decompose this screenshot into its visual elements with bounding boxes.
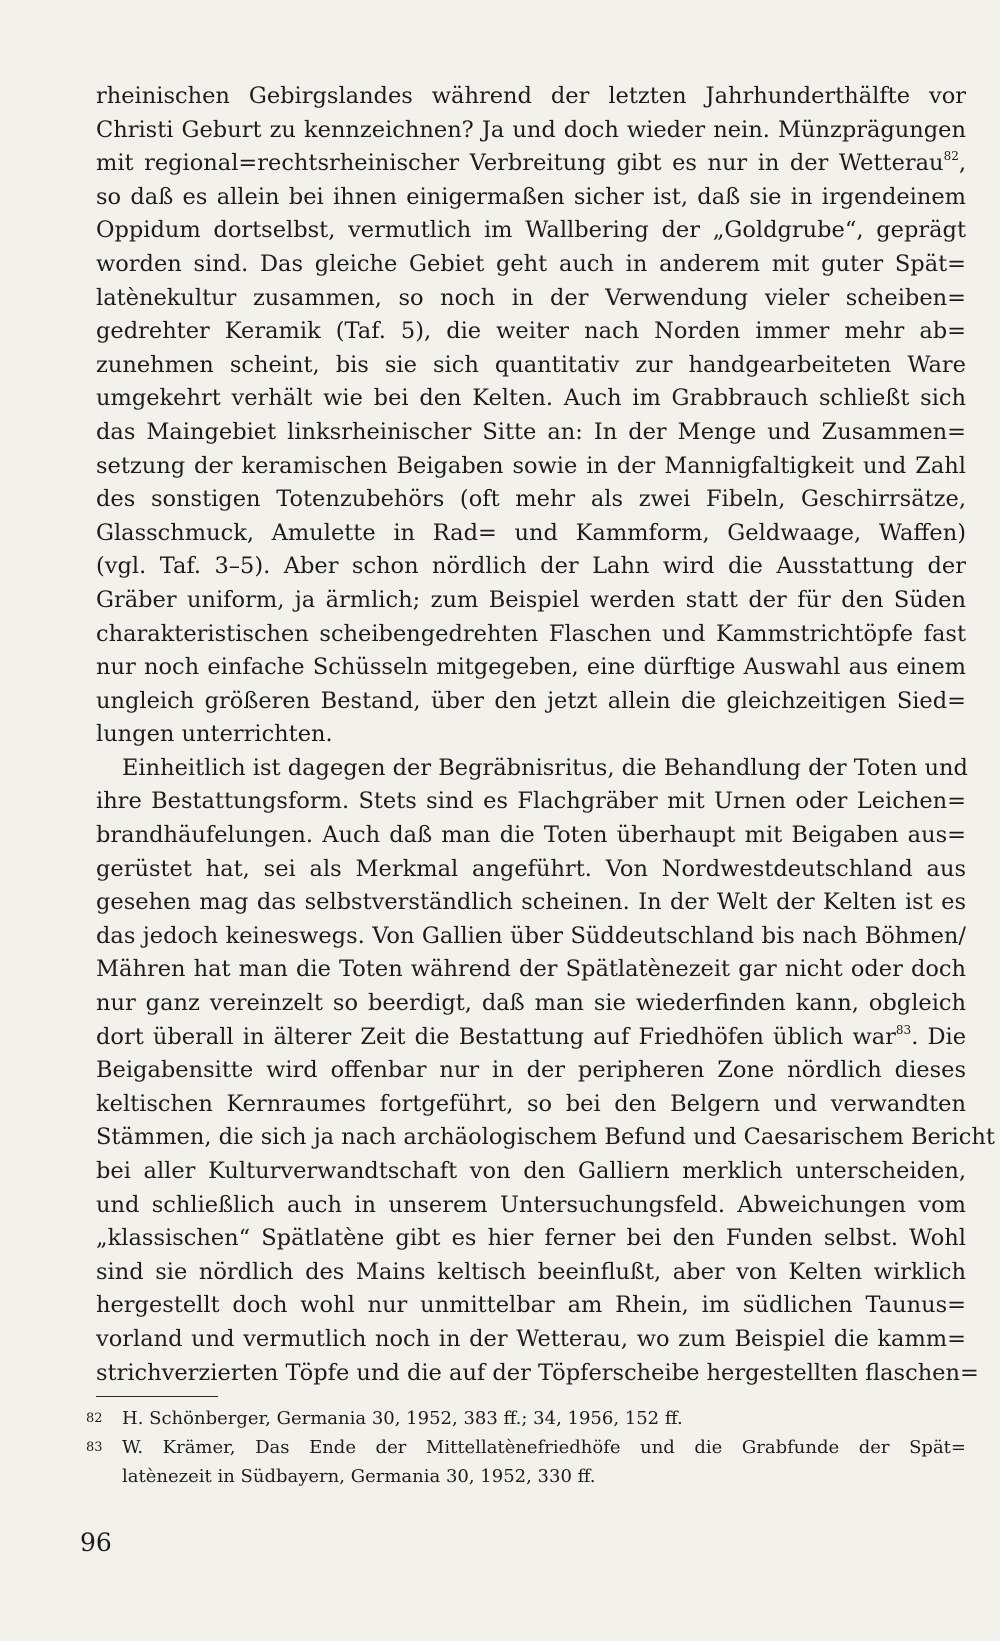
footnotes <box>86 1404 966 1491</box>
text-line: gerüstet hat, sei als Merkmal angeführt. Von Nordwestdeutschland aus <box>96 855 966 882</box>
text-line: und schließlich auch in unserem Untersuchungsfeld. Abweichungen vom <box>96 1191 966 1218</box>
text-line: Stämmen, die sich ja nach archäologischem Befund und Caesarischem Bericht <box>96 1124 995 1151</box>
text-line: setzung der keramischen Beigaben sowie in der Mannigfaltigkeit und Zahl <box>96 452 966 479</box>
text-line <box>96 1021 966 1055</box>
text-line: umgekehrt verhält wie bei den Kelten. Auch im Grabbrauch schließt sich <box>96 385 966 412</box>
text-line: gesehen mag das selbstverständlich scheinen. In der Welt der Kelten ist es <box>96 889 966 916</box>
footnote-number: 82 <box>86 1411 103 1426</box>
text-line <box>96 147 966 181</box>
text-line: das jedoch keineswegs. Von Gallien über Süddeutschland bis nach Böhmen/ <box>96 922 966 949</box>
footnote-text: W. Krämer, Das Ende der Mittellatènefriedhöfe und die Grabfunde der Spät= <box>122 1437 966 1458</box>
text-line-content: , <box>958 150 966 177</box>
text-line: nur noch einfache Schüsseln mitgegeben, eine dürftige Auswahl aus einem <box>96 654 966 681</box>
text-line: Einheitlich ist dagegen der Begräbnisritus, die Behandlung der Toten und <box>122 754 968 781</box>
text-line: worden sind. Das gleiche Gebiet geht auch in anderem mit guter Spät= <box>96 250 966 277</box>
text-line: das Maingebiet linksrheinischer Sitte an: In der Menge und Zusammen= <box>96 418 966 445</box>
text-line: hergestellt doch wohl nur unmittelbar am Rhein, im südlichen Taunus= <box>96 1292 966 1319</box>
text-line: vorland und vermutlich noch in der Wetterau, wo zum Beispiel die kamm= <box>96 1325 966 1352</box>
text-line: rheinischen Gebirgslandes während der letzten Jahrhunderthälfte vor <box>96 83 966 109</box>
text-line: strichverzierten Töpfe und die auf der Töpferscheibe hergestellten flaschen= <box>96 1359 979 1386</box>
footnote-text: latènezeit in Südbayern, Germania 30, 1952, 330 ff. <box>122 1466 596 1487</box>
text-line-content: . Die <box>911 1023 967 1050</box>
footnote-number: 83 <box>86 1440 103 1455</box>
footnote-divider <box>96 1396 218 1397</box>
footnote-ref-82[interactable]: 82 <box>943 149 959 164</box>
text-line: so daß es allein bei ihnen einigermaßen sicher ist, daß sie in irgendeinem <box>96 183 966 210</box>
page-number: 96 <box>80 1528 112 1557</box>
text-line: latènekultur zusammen, so noch in der Verwendung vieler scheiben= <box>96 284 966 311</box>
footnote-83 <box>86 1433 966 1491</box>
footnote-ref-83[interactable]: 83 <box>895 1022 912 1037</box>
text-line: bei aller Kulturverwandtschaft von den Galliern merklich unterscheiden, <box>96 1158 966 1184</box>
text-line: gedrehter Keramik (Taf. 5), die weiter nach Norden immer mehr ab= <box>96 318 966 345</box>
text-line: Beigabensitte wird offenbar nur in der peripheren Zone nördlich dieses <box>96 1057 966 1084</box>
text-line: Glasschmuck, Amulette in Rad= und Kammform, Geldwaage, Waffen) <box>96 519 966 546</box>
footnote-82 <box>86 1404 966 1433</box>
text-line: sind sie nördlich des Mains keltisch beeinflußt, aber von Kelten wirklich <box>96 1258 966 1285</box>
text-line: ihre Bestattungsform. Stets sind es Flachgräber mit Urnen oder Leichen= <box>96 788 966 815</box>
text-line: Oppidum dortselbst, vermutlich im Wallbering der „Goldgrube“, geprägt <box>96 217 966 244</box>
text-line: (vgl. Taf. 3–5). Aber schon nördlich der Lahn wird die Ausstattung der <box>96 553 966 580</box>
text-line: nur ganz vereinzelt so beerdigt, daß man sie wiederfinden kann, obgleich <box>96 990 966 1017</box>
text-line: Gräber uniform, ja ärmlich; zum Beispiel werden statt der für den Süden <box>96 586 966 613</box>
text-line-content: mit regional=rechtsrheinischer Verbreitung gibt es nur in der Wetterau <box>96 150 944 177</box>
text-line: des sonstigen Totenzubehörs (oft mehr als zwei Fibeln, Geschirrsätze, <box>96 486 966 513</box>
body-text <box>96 80 995 1390</box>
text-line: „klassischen“ Spätlatène gibt es hier ferner bei den Funden selbst. Wohl <box>96 1225 966 1252</box>
footnote-text: H. Schönberger, Germania 30, 1952, 383 ff.; 34, 1956, 152 ff. <box>122 1408 683 1429</box>
text-line: keltischen Kernraumes fortgeführt, so bei den Belgern und verwandten <box>96 1090 966 1117</box>
text-line-content: dort überall in älterer Zeit die Bestattung auf Friedhöfen üblich war <box>96 1023 896 1050</box>
text-line: charakteristischen scheibengedrehten Flaschen und Kammstrichtöpfe fast <box>96 620 966 647</box>
text-line: Mähren hat man die Toten während der Spätlatènezeit gar nicht oder doch <box>96 956 966 983</box>
text-line: ungleich größeren Bestand, über den jetzt allein die gleichzeitigen Sied= <box>96 687 966 714</box>
text-line: zunehmen scheint, bis sie sich quantitativ zur handgearbeiteten Ware <box>96 351 966 378</box>
text-line: lungen unterrichten. <box>96 721 333 748</box>
text-line: brandhäufelungen. Auch daß man die Toten überhaupt mit Beigaben aus= <box>96 822 966 849</box>
text-line: Christi Geburt zu kennzeichnen? Ja und doch wieder nein. Münzprägungen <box>96 116 966 143</box>
